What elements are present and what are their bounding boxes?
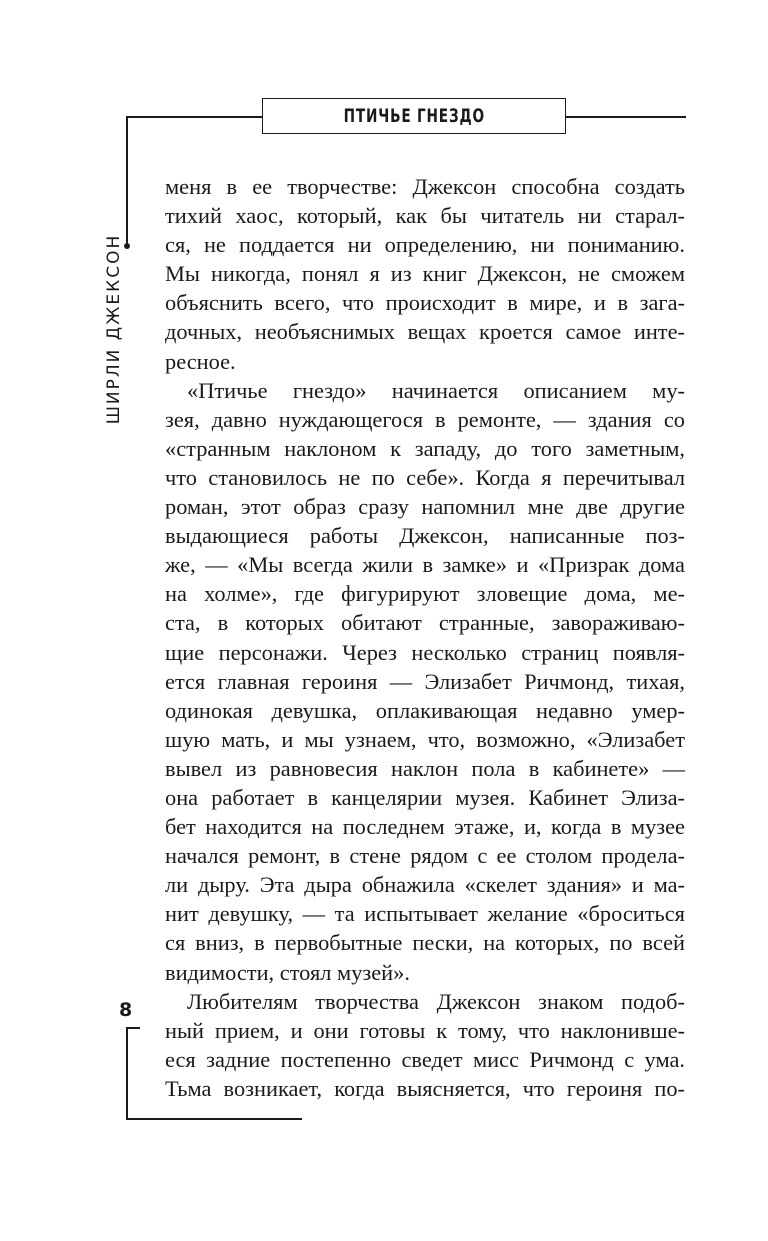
text-line: шую мать, и мы узнаем, что, возможно, «Элизабет (165, 726, 685, 752)
frame-top-right-line (566, 116, 686, 118)
text-line: зея, давно нуждающегося в ремонте, — здания со (165, 406, 685, 432)
page-number: 8 (119, 999, 133, 1021)
frame-left-upper-line (126, 116, 128, 246)
running-header-title: ПТИЧЬЕ ГНЕЗДО (343, 105, 485, 127)
text-line: объяснить всего, что происходит в мире, и в зага- (165, 290, 685, 316)
frame-bottom-line (126, 1118, 302, 1120)
text-line: выдающиеся работы Джексон, написанные поз- (165, 523, 685, 549)
text-line: роман, этот образ сразу напомнил мне две другие (165, 494, 685, 520)
text-line: ли дыру. Эта дыра обнажила «скелет здания» и ма- (165, 872, 685, 898)
text-line: «странным наклоном к западу, до того заметным, (165, 435, 685, 461)
text-line: Мы никогда, понял я из книг Джексон, не сможем (165, 261, 685, 287)
text-line: ста, в которых обитают странные, завораживаю- (165, 610, 685, 636)
frame-left-lower-line (126, 1027, 128, 1119)
side-author-label: ШИРЛИ ДЖЕКСОН (104, 233, 124, 425)
text-line: еся задние постепенно сведет мисс Ричмонд с ума. (165, 1046, 685, 1072)
text-line: щие персонажи. Через несколько страниц появля- (165, 639, 685, 665)
body-text (165, 172, 685, 1103)
text-line: на холме», где фигурируют зловещие дома, ме- (165, 581, 685, 607)
running-header (262, 98, 566, 134)
text-line: ся вниз, в первобытные пески, на которых, по всей (165, 930, 685, 956)
text-line: бет находится на последнем этаже, и, когда в музее (165, 814, 685, 840)
text-line: что становилось не по себе». Когда я перечитывал (165, 464, 685, 490)
text-line: нит девушку, — та испытывает желание «броситься (165, 901, 685, 927)
text-line: ный прием, и они готовы к тому, что наклонивше- (165, 1017, 685, 1043)
text-line: ся, не поддается ни определению, ни пониманию. (165, 232, 685, 258)
text-line: ется главная героиня — Элизабет Ричмонд, тихая, (165, 668, 685, 694)
text-line: «Птичье гнездо» начинается описанием му- (187, 377, 685, 403)
text-line: меня в ее творчестве: Джексон способна создать (165, 174, 685, 199)
text-line: вывел из равновесия наклон пола в кабинете» — (165, 755, 685, 781)
text-line: видимости, стоял музей». (165, 959, 410, 985)
text-line: она работает в канцелярии музея. Кабинет Элиза- (165, 784, 685, 810)
frame-dot (124, 243, 130, 249)
text-line: же, — «Мы всегда жили в замке» и «Призрак дома (165, 552, 685, 578)
text-line: дочных, необъяснимых вещах кроется самое инте- (165, 319, 685, 345)
text-line: Тьма возникает, когда выясняется, что героиня по- (165, 1075, 685, 1101)
text-line: Любителям творчества Джексон знаком подоб- (187, 988, 685, 1014)
text-line: ресное. (165, 348, 236, 374)
frame-top-left-line (126, 116, 262, 118)
frame-page-number-tick (126, 1027, 140, 1029)
text-line: одинокая девушка, оплакивающая недавно умер- (165, 697, 685, 723)
text-line: начался ремонт, в стене рядом с ее столом продела- (165, 843, 685, 869)
text-line: тихий хаос, который, как бы читатель ни старал- (165, 203, 685, 229)
